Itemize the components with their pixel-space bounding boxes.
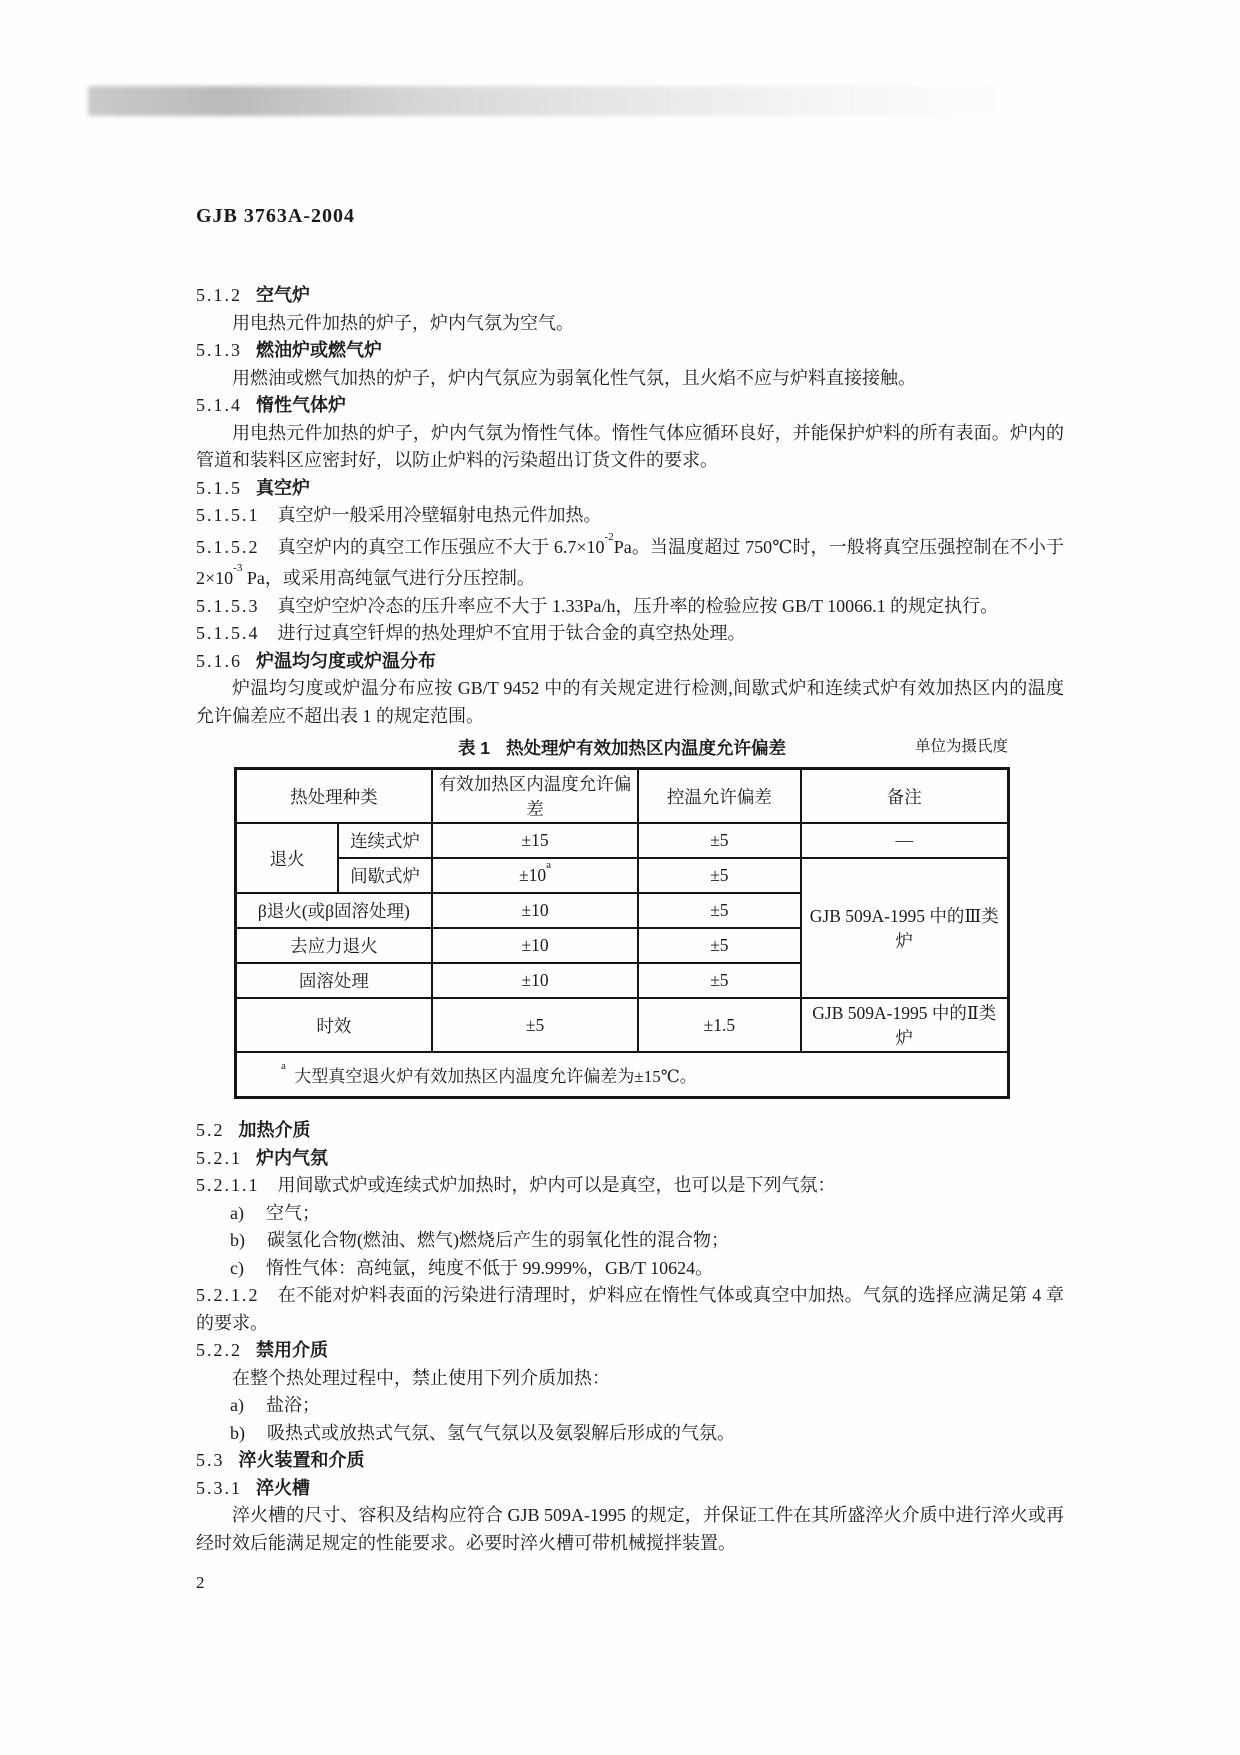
paragraph: 用电热元件加热的炉子，炉内气氛为惰性气体。惰性气体应循环良好，并能保护炉料的所有表面。炉内的管道和装料区应密封好，以防止炉料的污染超出订货文件的要求。: [196, 422, 1064, 470]
clause-title: 空气炉: [256, 285, 310, 305]
clause-5.1.5.3-paragraph: [196, 593, 1064, 621]
paragraph: 炉温均匀度或炉温分布应按 GB/T 9452 中的有关规定进行检测,间歇式炉和连续式炉有效加热区内的温度允许偏差应不超出表 1 的规定范围。: [196, 678, 1064, 726]
clause-5.1.5.1-paragraph: [196, 502, 1064, 530]
clause-5.2.1.1-paragraph: [196, 1172, 1064, 1200]
list-text: 碳氢化合物(燃油、燃气)燃烧后产生的弱氧化性的混合物；: [267, 1230, 729, 1250]
cell-subkind: 连续式炉: [338, 823, 432, 858]
cell-ctrl: ±5: [638, 858, 800, 893]
header-kind: 热处理种类: [236, 769, 432, 824]
clause-number: 5.2.1.2: [196, 1285, 260, 1305]
table-row: [236, 998, 1009, 1052]
paragraph-text: 真空炉一般采用冷壁辐射电热元件加热。: [277, 505, 602, 525]
clause-number: 5.2.1: [196, 1147, 242, 1168]
table-row: [236, 823, 1009, 858]
header-control-deviation: 控温允许偏差: [638, 769, 800, 824]
cell-kind: 去应力退火: [236, 928, 432, 963]
paragraph-text: Pa。当温度超过 750℃时，一般将真空压强控制在不小于 2×10: [196, 536, 1064, 588]
clause-number: 5.2.1.1: [196, 1175, 260, 1195]
cell-zone: ±10: [432, 963, 638, 998]
clause-title: 炉内气氛: [256, 1147, 328, 1168]
paragraph-text: 进行过真空钎焊的热处理炉不宜用于钛合金的真空热处理。: [277, 623, 746, 643]
paragraph: 在整个热处理过程中，禁止使用下列介质加热：: [232, 1367, 610, 1388]
clause-5.1.5-heading: [196, 475, 1064, 503]
cell-ctrl: ±5: [638, 928, 800, 963]
clause-5.2-heading: [196, 1117, 1064, 1145]
header-remark: 备注: [801, 769, 1009, 824]
list-text: 吸热式或放热式气氛、氢气气氛以及氨裂解后形成的气氛。: [267, 1422, 735, 1443]
footnote-ref: a: [546, 859, 552, 872]
cell-remark: —: [801, 823, 1009, 858]
clause-number: 5.3.1: [196, 1477, 242, 1498]
list-text: 空气；: [265, 1202, 320, 1223]
scan-artifact-band: [88, 86, 1000, 116]
clause-title: 炉温均匀度或炉温分布: [256, 650, 436, 671]
cell-zone: ±5: [432, 998, 638, 1052]
clause-title: 淬火装置和介质: [238, 1450, 365, 1470]
paragraph: 淬火槽的尺寸、容积及结构应符合 GJB 509A-1995 的规定，并保证工件在其所盛淬火介质中进行淬火或再经时效后能满足规定的性能要求。必要时淬火槽可带机械搅拌装置。: [196, 1505, 1064, 1553]
cell-ctrl: ±1.5: [638, 998, 800, 1052]
table-unit-note: 单位为摄氏度: [914, 738, 1008, 755]
paragraph-text: Pa，或采用高纯氩气进行分压控制。: [242, 568, 535, 588]
list-marker: a): [230, 1202, 244, 1223]
paragraph-text: 在不能对炉料表面的污染进行清理时，炉料应在惰性气体或真空中加热。气氛的选择应满足第 4 章的要求。: [196, 1285, 1064, 1333]
clause-5.2.2-heading: [196, 1337, 1064, 1365]
clause-number: 5.1.3: [196, 340, 242, 360]
list-marker: a): [230, 1395, 244, 1415]
clause-title: 惰性气体炉: [256, 395, 346, 415]
paragraph: 用燃油或燃气加热的炉子，炉内气氛应为弱氧化性气氛，且火焰不应与炉料直接接触。: [232, 367, 916, 388]
cell-kind: β退火(或β固溶处理): [236, 893, 432, 928]
cell-zone: ±15: [432, 823, 638, 858]
cell-remark: GJB 509A-1995 中的Ⅱ类炉: [801, 998, 1009, 1052]
document-number: GJB 3763A-2004: [196, 205, 355, 227]
clause-number: 5.1.5.1: [196, 505, 260, 525]
cell-zone: $\pm 10^a$: [432, 858, 638, 893]
clause-title: 加热介质: [238, 1120, 311, 1140]
table-label: 表 1: [457, 738, 491, 758]
cell-ctrl: ±5: [638, 893, 800, 928]
clause-5.2.1.2-paragraph: [196, 1282, 1064, 1337]
clause-number: 5.1.5.3: [196, 595, 260, 616]
exponent: -3: [233, 562, 243, 574]
clause-5.1.5.2-paragraph: [196, 530, 1064, 593]
clause-title: 淬火槽: [256, 1477, 310, 1498]
table-title: 热处理炉有效加热区内温度允许偏差: [506, 738, 787, 758]
clause-5.3-heading: [196, 1447, 1064, 1475]
list-item: [196, 1227, 1064, 1255]
clause-title: 燃油炉或燃气炉: [256, 340, 382, 360]
cell-subkind: 间歇式炉: [338, 858, 432, 893]
clause-number: 5.1.5.2: [196, 536, 260, 557]
clause-5.1.3-heading: [196, 337, 1064, 365]
clause-number: 5.1.4: [196, 395, 242, 415]
clause-number: 5.2.2: [196, 1340, 242, 1360]
exponent: -2: [604, 530, 614, 543]
list-text: 惰性气体：高纯氩，纯度不低于 99.999%，GB/T 10624。: [265, 1257, 714, 1278]
header-zone-deviation: 有效加热区内温度允许偏差: [432, 769, 638, 824]
cell-zone: ±10: [432, 893, 638, 928]
clause-title: 真空炉: [256, 477, 310, 498]
clause-5.1.4-heading: [196, 392, 1064, 420]
list-marker: b): [230, 1230, 245, 1250]
list-item: [196, 1392, 1064, 1420]
table-1: [234, 767, 1010, 1099]
paragraph: 用电热元件加热的炉子，炉内气氛为空气。: [232, 312, 574, 333]
clause-number: 5.1.5.4: [196, 623, 260, 643]
cell-kind: 时效: [236, 998, 432, 1052]
table-header-row: [236, 769, 1009, 824]
paragraph-text: 真空炉空炉冷态的压升率应不大于 1.33Pa/h，压升率的检验应按 GB/T 10066.1 的规定执行。: [277, 595, 999, 616]
paragraph-text: 用间歇式炉或连续式炉加热时，炉内可以是真空，也可以是下列气氛：: [277, 1175, 836, 1195]
clause-number: 5.3: [196, 1450, 225, 1470]
clause-5.1.6-heading: [196, 648, 1064, 676]
clause-5.3.1-heading: [196, 1475, 1064, 1503]
clause-number: 5.1.6: [196, 650, 242, 671]
cell-kind: 退火: [236, 823, 339, 893]
clause-5.2.1-heading: [196, 1145, 1064, 1173]
list-marker: c): [230, 1257, 244, 1278]
cell-ctrl: ±5: [638, 823, 800, 858]
page-number: 2: [196, 1573, 205, 1592]
cell-ctrl: ±5: [638, 963, 800, 998]
clause-number: 5.2: [196, 1120, 225, 1140]
clause-title: 禁用介质: [256, 1340, 328, 1360]
clause-number: 5.1.2: [196, 285, 242, 305]
clause-number: 5.1.5: [196, 477, 242, 498]
list-item: [196, 1200, 1064, 1228]
list-item: [196, 1420, 1064, 1448]
paragraph-text: 真空炉内的真空工作压强应不大于 6.7×10: [277, 536, 605, 557]
table-footnote-row: [236, 1052, 1009, 1098]
table-footnote: [236, 1052, 1009, 1098]
list-marker: b): [230, 1422, 245, 1443]
clause-5.1.2-heading: [196, 282, 1064, 310]
footnote-marker: a: [281, 1060, 286, 1073]
document-page: [196, 205, 1064, 1593]
table-row: [236, 858, 1009, 893]
cell-remark-merged: GJB 509A-1995 中的Ⅲ类炉: [801, 858, 1009, 998]
clause-5.1.5.4-paragraph: [196, 620, 1064, 648]
list-text: 盐浴；: [265, 1395, 320, 1415]
footnote-text: 大型真空退火炉有效加热区内温度允许偏差为±15℃。: [294, 1067, 697, 1086]
table-1-caption: [234, 734, 1010, 762]
cell-kind: 固溶处理: [236, 963, 432, 998]
cell-zone: ±10: [432, 928, 638, 963]
list-item: [196, 1255, 1064, 1283]
